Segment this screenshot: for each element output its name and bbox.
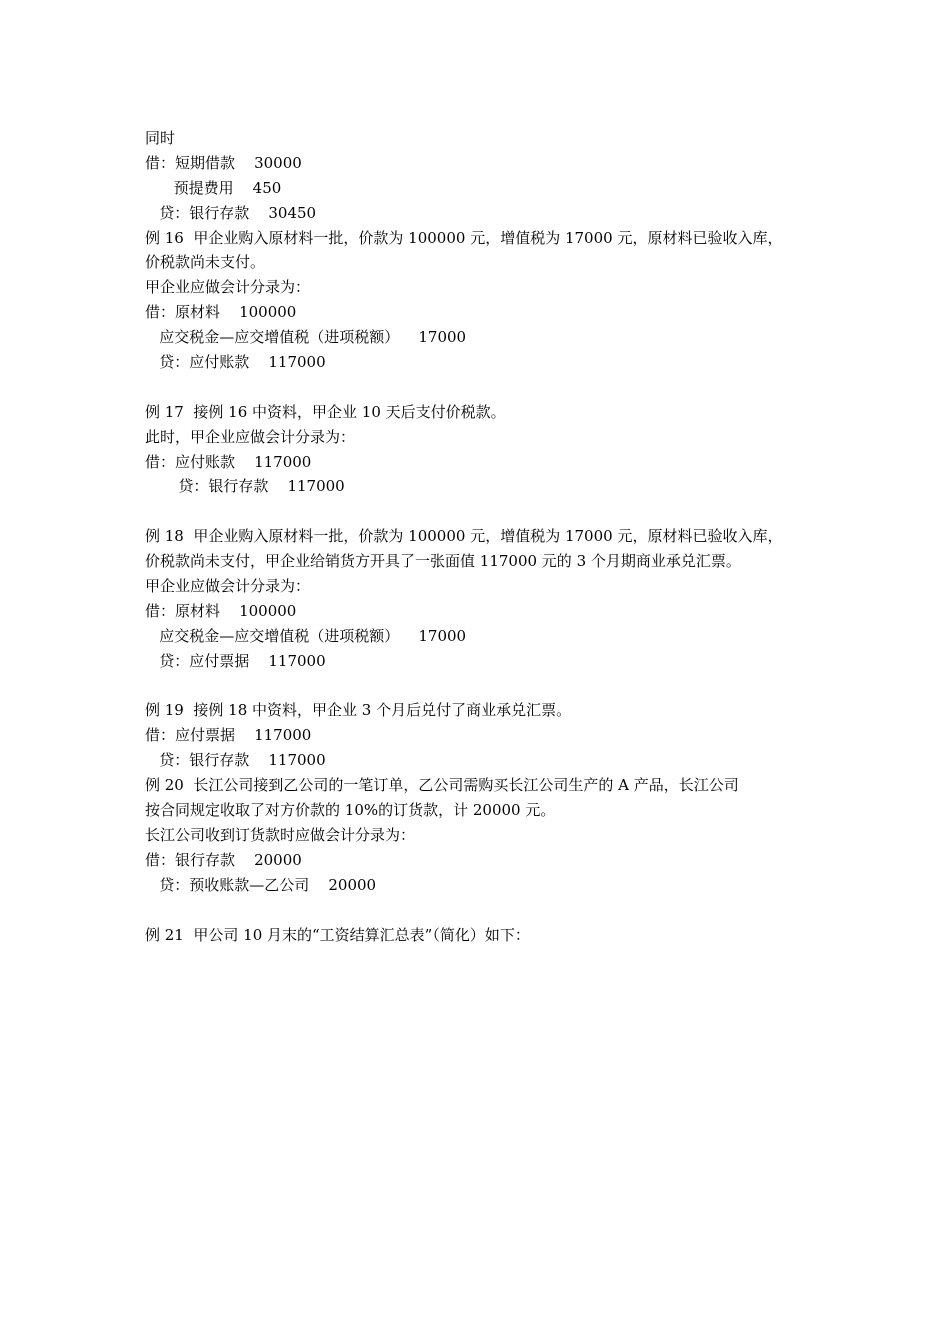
text-line: 此时，甲企业应做会计分录为： (145, 427, 356, 446)
text-line: 应交税金—应交增值税（进项税额） 17000 (145, 626, 467, 645)
text-line: 例 20 长江公司接到乙公司的一笔订单，乙公司需购买长江公司生产的 A 产品，长江公司 (145, 776, 739, 795)
text-line: 长江公司收到订货款时应做会计分录为： (145, 825, 416, 844)
text-line: 借：银行存款 20000 (145, 850, 302, 869)
text-line: 应交税金—应交增值税（进项税额） 17000 (145, 328, 467, 347)
text-line: 甲企业应做会计分录为： (145, 577, 311, 596)
text-line: 甲企业应做会计分录为： (145, 278, 311, 297)
text-line: 例 18 甲企业购入原材料一批，价款为 100000 元，增值税为 17000 元，原材料已验收入库， (145, 527, 783, 546)
text-line: 同时 (145, 129, 176, 147)
text-line: 借：原材料 100000 (145, 601, 297, 620)
text-line: 借：原材料 100000 (145, 303, 297, 322)
text-line: 例 16 甲企业购入原材料一批，价款为 100000 元，增值税为 17000 元，原材料已验收入库， (145, 228, 783, 247)
blank-line (145, 499, 825, 524)
text-line: 借：短期借款 30000 (145, 153, 302, 172)
text-line: 预提费用 450 (145, 178, 282, 197)
blank-line (145, 674, 825, 699)
text-line: 例 19 接例 18 中资料，甲企业 3 个月后兑付了商业承兑汇票。 (145, 701, 572, 720)
text-line: 贷：银行存款 30450 (145, 203, 317, 222)
blank-line (145, 375, 825, 400)
text-line: 贷：应付账款 117000 (145, 353, 326, 372)
document-body (145, 126, 825, 947)
text-line: 按合同规定收取了对方价款的 10%的订货款，计 20000 元。 (145, 801, 556, 820)
text-line: 贷：预收账款—乙公司 20000 (145, 875, 377, 894)
text-line: 价税款尚未支付，甲企业给销货方开具了一张面值 117000 元的 3 个月期商业承兑汇票。 (145, 552, 741, 571)
text-line: 借：应付票据 117000 (145, 726, 312, 745)
text-line: 借：应付账款 117000 (145, 452, 312, 471)
text-line: 例 21 甲公司 10 月末的“工资结算汇总表”（简化）如下： (145, 925, 530, 944)
blank-line (145, 898, 825, 923)
text-line: 例 17 接例 16 中资料，甲企业 10 天后支付价税款。 (145, 402, 506, 421)
text-line: 贷：银行存款 117000 (145, 477, 345, 496)
text-line: 贷：银行存款 117000 (145, 751, 326, 770)
text-line: 价税款尚未支付。 (145, 253, 266, 272)
text-line: 贷：应付票据 117000 (145, 651, 326, 670)
